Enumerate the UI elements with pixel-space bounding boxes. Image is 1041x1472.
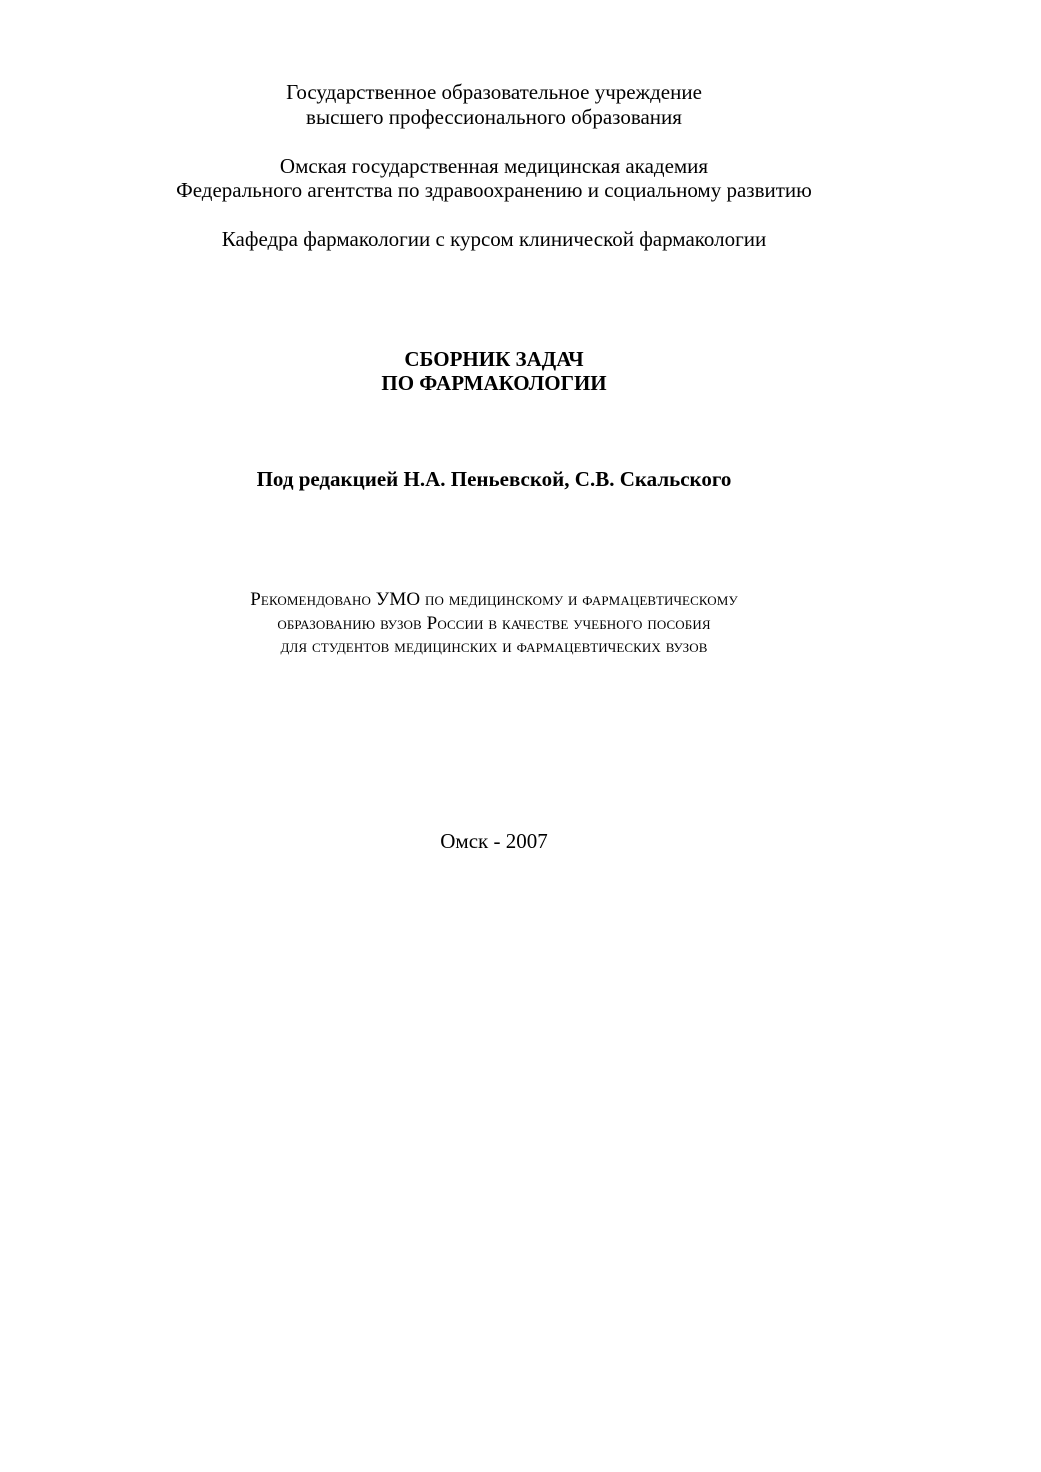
institution-line-1: Государственное образовательное учреждение <box>286 80 702 104</box>
editors-line: Под редакцией Н.А. Пеньевской, С.В. Скальского <box>256 467 732 491</box>
recommendation-line-3: для студентов медицинских и фармацевтических вузов <box>280 636 708 657</box>
book-title-line-2: ПО ФАРМАКОЛОГИИ <box>381 371 607 395</box>
institution-line-2: высшего профессионального образования <box>306 105 682 129</box>
recommendation-line-1: Рекомендовано УМО по медицинскому и фармацевтическому <box>250 589 738 610</box>
academy-line-1: Омская государственная медицинская академия <box>279 154 709 178</box>
book-title-line-1: СБОРНИК ЗАДАЧ <box>404 347 584 371</box>
recommendation-line-2: образованию вузов России в качестве учебного пособия <box>277 613 711 634</box>
place-year: Омск - 2007 <box>440 829 548 853</box>
department-name: Кафедра фармакологии с курсом клинической фармакологии <box>221 227 767 251</box>
academy-line-2: Федерального агентства по здравоохранению и социальному развитию <box>176 178 812 202</box>
